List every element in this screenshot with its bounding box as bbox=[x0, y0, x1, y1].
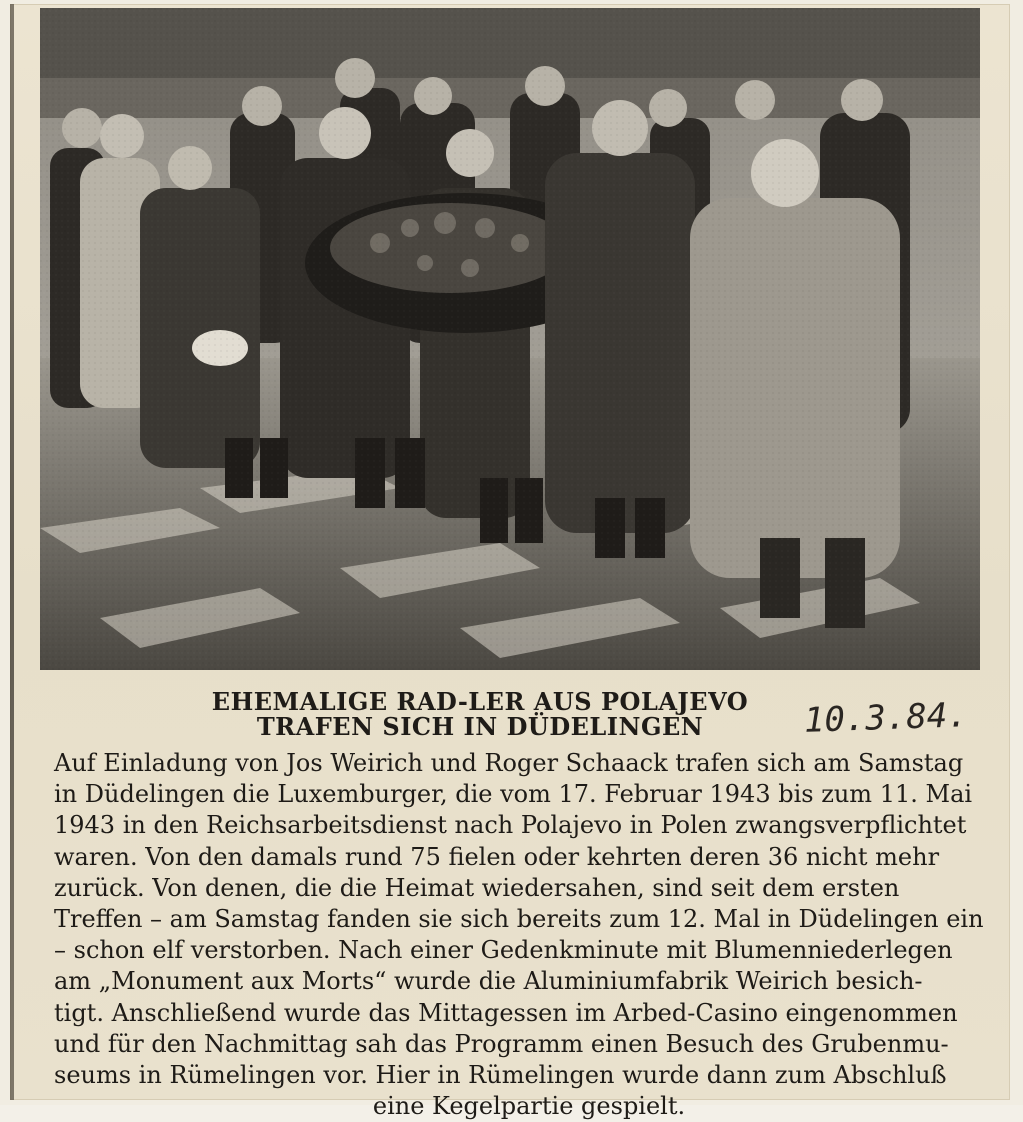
body-line: Treffen – am Samstag fanden sie sich bereits zum 12. Mal in Düdelingen ein bbox=[54, 905, 984, 934]
body-line: und für den Nachmittag sah das Programm einen Besuch des Grubenmu- bbox=[54, 1029, 949, 1058]
body-line: am „Monument aux Morts“ wurde die Aluminiumfabrik Weirich besich- bbox=[54, 967, 923, 996]
body-line: Auf Einladung von Jos Weirich und Roger Schaack trafen sich am Samstag bbox=[54, 749, 964, 777]
body-line: – schon elf verstorben. Nach einer Gedenkminute mit Blumenniederlegen bbox=[54, 936, 953, 965]
body-line: in Düdelingen die Luxemburger, die vom 17. Februar 1943 bis zum 11. Mai bbox=[54, 780, 973, 809]
photo-illustration bbox=[40, 8, 980, 670]
body-line: seums in Rümelingen vor. Hier in Rümelingen wurde dann zum Abschluß bbox=[54, 1061, 947, 1090]
article-body bbox=[54, 748, 1004, 1122]
body-line: tigt. Anschließend wurde das Mittagessen im Arbed-Casino eingenommen bbox=[54, 998, 958, 1027]
headline-line-1: EHEMALIGE RAD-LER AUS POLAJEVO bbox=[211, 687, 749, 716]
body-line: waren. Von den damals rund 75 fielen oder kehrten deren 36 nicht mehr bbox=[54, 842, 940, 871]
body-line: zurück. Von denen, die die Heimat wiedersahen, sind seit dem ersten bbox=[54, 873, 900, 902]
clipping-edge bbox=[10, 4, 14, 1100]
body-line: eine Kegelpartie gespielt. bbox=[372, 1092, 686, 1121]
headline-line-2: TRAFEN SICH IN DÜDELINGEN bbox=[256, 712, 704, 741]
body-line: 1943 in den Reichsarbeitsdienst nach Polajevo in Polen zwangsverpflichtet bbox=[54, 811, 967, 840]
news-photo bbox=[40, 8, 980, 670]
handwritten-date: 10.3.84. bbox=[803, 695, 969, 741]
